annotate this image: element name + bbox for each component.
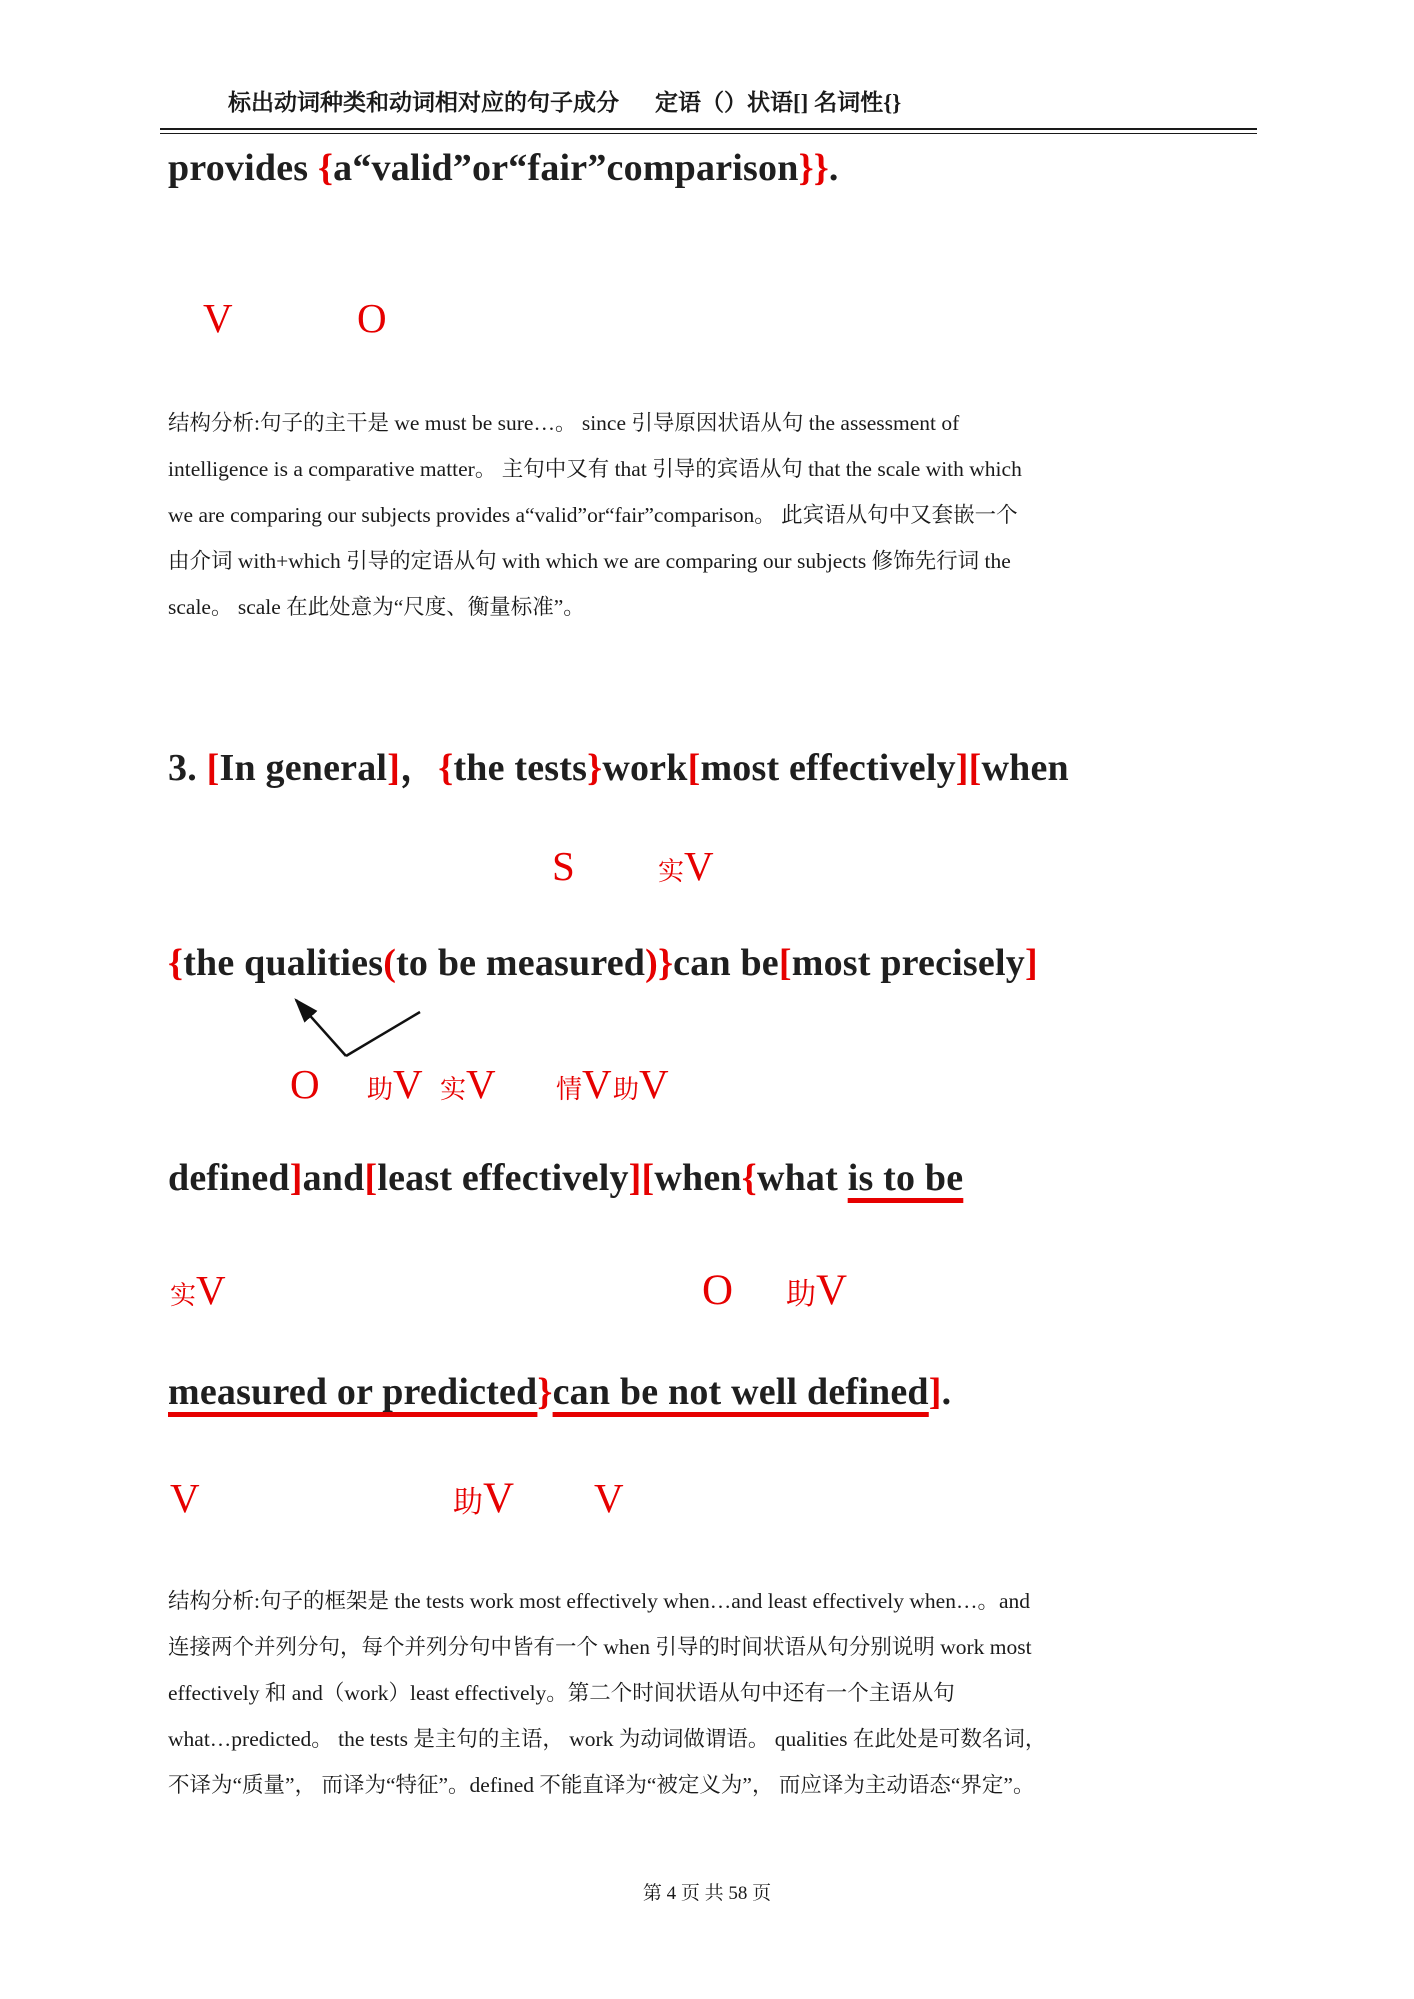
- text-segment: ]: [1024, 942, 1038, 984]
- text-segment: }: [587, 747, 603, 789]
- text-segment: a“valid”or“fair”comparison: [333, 147, 799, 189]
- text-segment: most precisely: [791, 942, 1025, 984]
- text-segment: {: [317, 147, 334, 189]
- text-segment: }}: [798, 147, 829, 189]
- text-segment: {: [741, 1157, 757, 1199]
- text-segment: the qualities: [183, 942, 384, 984]
- grammar-labels-row-3: [168, 1060, 1268, 1110]
- text-segment: }: [537, 1371, 553, 1413]
- annotation-arrow: [268, 986, 438, 1066]
- text-segment: [: [206, 747, 220, 789]
- label-v: V: [203, 295, 233, 341]
- text-segment: .: [828, 147, 839, 189]
- grammar-labels-row-2: [168, 842, 1268, 892]
- label-shi-v: 实V: [658, 843, 714, 889]
- text-segment: what: [756, 1157, 848, 1199]
- text-segment: [: [364, 1157, 378, 1199]
- text-segment: 3.: [168, 747, 207, 789]
- analysis-line: scale。 scale 在此处意为“尺度、衡量标准”。: [168, 595, 585, 619]
- analysis-line: 结构分析:句子的主干是 we must be sure…。 since 引导原因状语从句 the assessment of: [168, 411, 960, 435]
- analysis-line: intelligence is a comparative matter。 主句中又有 that 引导的宾语从句 that the scale with which: [168, 457, 1022, 481]
- label-s: S: [552, 843, 575, 889]
- sentence-3-line-3: [168, 1156, 963, 1200]
- sentence-3-line-1: [168, 736, 1069, 791]
- label-qing-v: 情V: [556, 1061, 612, 1107]
- page-footer: 第 4 页 共 58 页: [642, 1883, 772, 1904]
- text-segment: ]: [387, 747, 401, 789]
- analysis-line: we are comparing our subjects provides a“valid”or“fair”comparison。 此宾语从句中又套嵌一个: [168, 503, 1018, 527]
- text-segment: to be measured: [396, 942, 646, 984]
- text-segment: is to be: [847, 1157, 964, 1199]
- text-segment: ]: [289, 1157, 303, 1199]
- structure-analysis-1: [168, 400, 1262, 630]
- text-segment: when: [981, 747, 1069, 789]
- text-segment: least effectively: [377, 1157, 629, 1199]
- text-segment: can be not well defined: [552, 1371, 929, 1413]
- label-zhu-v: 助V: [367, 1061, 423, 1107]
- text-segment: when: [654, 1157, 742, 1199]
- label-o: O: [357, 295, 387, 341]
- text-segment: .: [941, 1371, 952, 1413]
- text-segment: In general: [219, 747, 388, 789]
- sentence-3-line-4: [168, 1370, 951, 1414]
- label-v: V: [594, 1475, 624, 1521]
- label-v: V: [170, 1475, 200, 1521]
- analysis-line: 结构分析:句子的框架是 the tests work most effectively when…and least effectively when…。and: [168, 1589, 1031, 1613]
- grammar-labels-row-1: [168, 294, 1268, 344]
- sentence-2-fragment: [168, 146, 839, 190]
- label-zhu-v: 助V: [786, 1267, 848, 1314]
- analysis-line: effectively 和 and（work）least effectively。第二个时间状语从句中还有一个主语从句: [168, 1681, 955, 1705]
- text-segment: can be: [673, 942, 779, 984]
- text-segment: (: [383, 942, 397, 984]
- analysis-line: 由介词 with+which 引导的定语从句 with which we are comparing our subjects 修饰先行词 the: [168, 549, 1011, 573]
- header-legend: 定语（）状语[] 名词性{}: [655, 90, 902, 115]
- text-segment: ]: [928, 1371, 942, 1413]
- label-zhu-v: 助V: [453, 1475, 515, 1522]
- sentence-3-line-2: [168, 941, 1038, 985]
- label-shi-v: 实V: [170, 1267, 226, 1313]
- text-segment: defined: [168, 1157, 290, 1199]
- label-zhu-v: 助V: [613, 1061, 669, 1107]
- label-o: O: [290, 1061, 320, 1107]
- structure-analysis-2: [168, 1578, 1262, 1808]
- analysis-line: what…predicted。 the tests 是主句的主语， work 为动词做谓语。 qualities 在此处是可数名词，: [168, 1727, 1047, 1751]
- text-segment: )}: [645, 942, 674, 984]
- text-segment: measured or predicted: [168, 1371, 538, 1413]
- text-segment: [: [687, 747, 701, 789]
- text-segment: ][: [955, 747, 982, 789]
- text-segment: ][: [628, 1157, 655, 1199]
- text-segment: ，: [400, 747, 439, 789]
- analysis-line: 不译为“质量”， 而译为“特征”。defined 不能直译为“被定义为”， 而应译为主动语态“界定”。: [168, 1773, 1035, 1797]
- text-segment: most effectively: [700, 747, 956, 789]
- text-segment: provides: [168, 147, 318, 189]
- grammar-labels-row-4: [168, 1266, 1268, 1316]
- text-segment: {: [438, 747, 454, 789]
- header-instruction: 标出动词种类和动词相对应的句子成分: [228, 90, 619, 115]
- text-segment: and: [302, 1157, 365, 1199]
- analysis-line: 连接两个并列分句，每个并列分句中皆有一个 when 引导的时间状语从句分别说明 work most: [168, 1635, 1032, 1659]
- text-segment: {: [168, 942, 184, 984]
- grammar-labels-row-5: [168, 1474, 1268, 1524]
- header-rule: [160, 128, 1257, 134]
- text-segment: [: [778, 942, 792, 984]
- label-shi-v: 实V: [440, 1061, 496, 1107]
- text-segment: work: [602, 747, 688, 789]
- label-o: O: [702, 1267, 734, 1314]
- text-segment: the tests: [453, 747, 588, 789]
